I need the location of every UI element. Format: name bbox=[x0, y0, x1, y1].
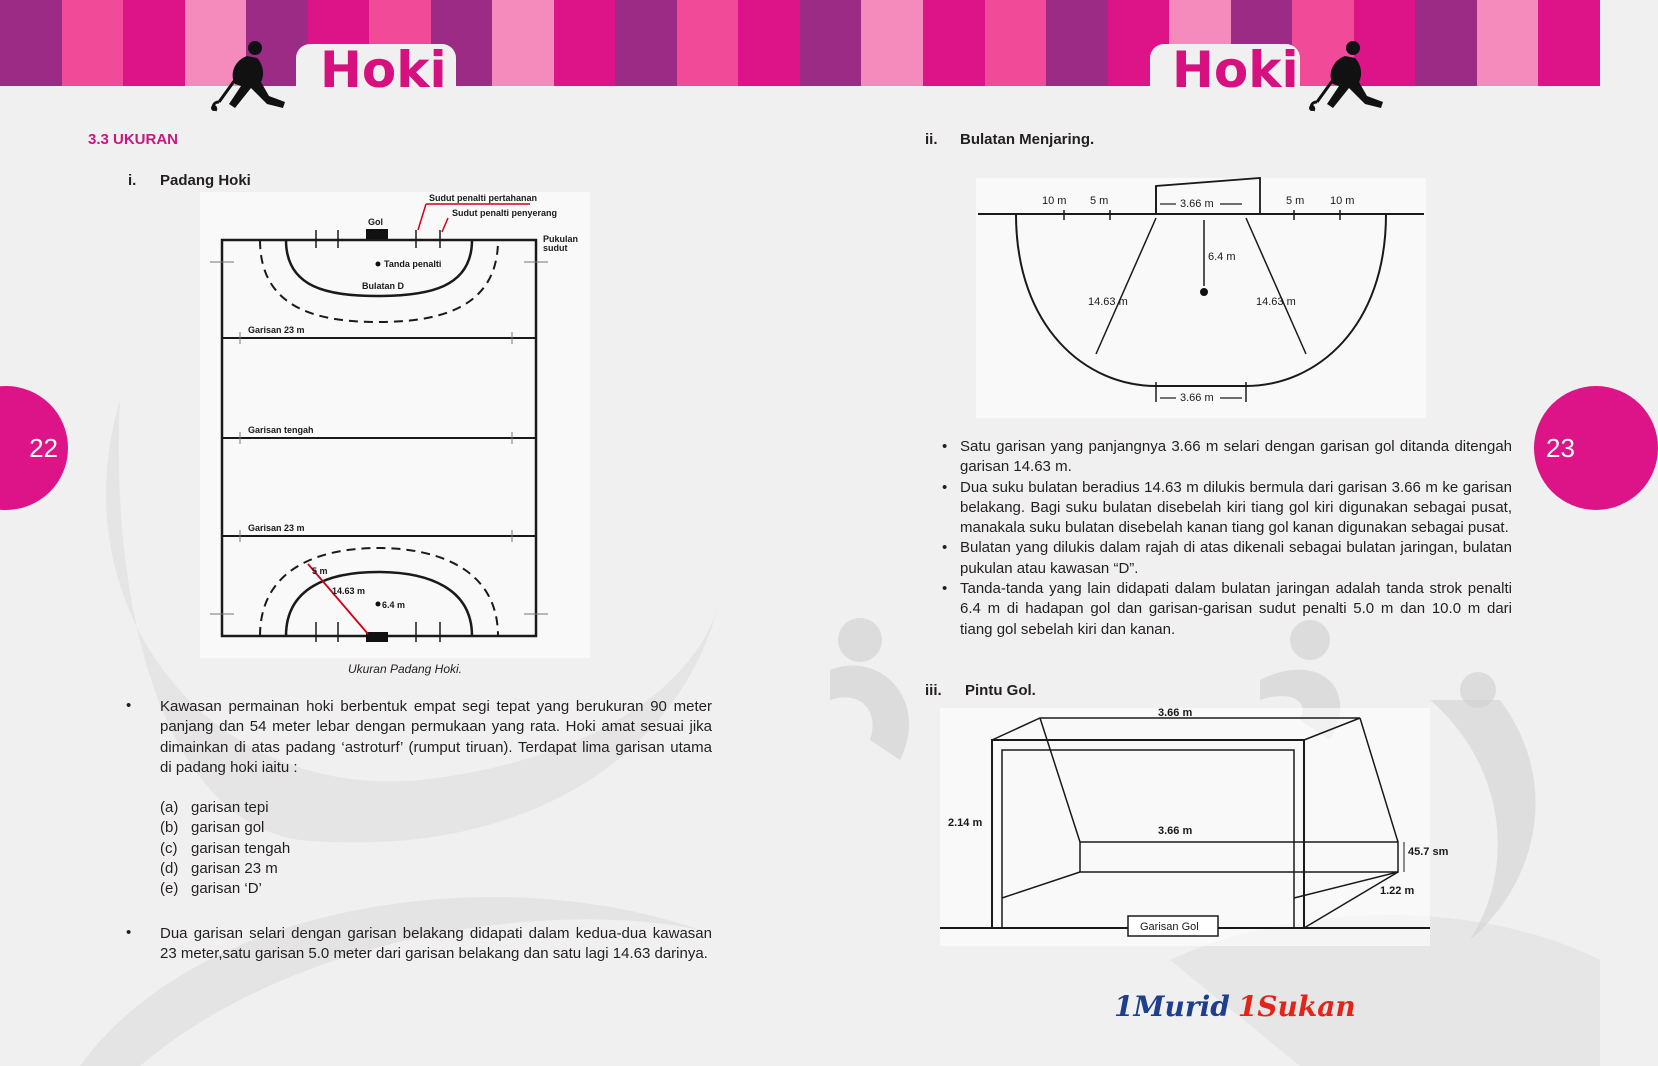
svg-text:14.63 m: 14.63 m bbox=[1256, 296, 1296, 308]
svg-text:14.63 m: 14.63 m bbox=[332, 586, 366, 596]
svg-text:Gol: Gol bbox=[368, 217, 383, 227]
page-number-right: 23 bbox=[1534, 386, 1658, 510]
list-item: • Tanda-tanda yang lain didapati dalam bulatan jaringan adalah tanda strok penalti 6.4 m di hadapan gol dan garisan-garisan sudut penalti 5.0 m dan 10.0 m dari tiang gol sebelah kiri dan kanan. bbox=[942, 580, 1512, 638]
list-item: (d) garisan 23 m bbox=[160, 859, 278, 877]
list-item: • Bulatan yang dilukis dalam rajah di atas dikenali sebagai bulatan jaringan, bulatan pukulan atau kawasan “D”. bbox=[942, 539, 1512, 577]
goal-diagram bbox=[940, 707, 1449, 946]
subheading-number: iii. bbox=[925, 682, 942, 699]
svg-text:Garisan 23 m: Garisan 23 m bbox=[248, 523, 305, 533]
svg-text:5 m: 5 m bbox=[1286, 195, 1305, 207]
svg-text:1.22 m: 1.22 m bbox=[1380, 885, 1415, 897]
svg-text:Garisan Gol: Garisan Gol bbox=[1140, 921, 1199, 933]
shooting-circle-diagram bbox=[976, 178, 1426, 418]
bullet-dot: • bbox=[126, 697, 132, 714]
figure-caption: Ukuran Padang Hoki. bbox=[347, 662, 463, 676]
svg-text:sudut: sudut bbox=[543, 243, 568, 253]
hockey-player-icon bbox=[1303, 38, 1395, 118]
line-list bbox=[160, 798, 460, 899]
hockey-player-icon bbox=[205, 38, 297, 118]
svg-text:45.7 sm: 45.7 sm bbox=[1408, 846, 1449, 858]
svg-text:Sudut penalti penyerang: Sudut penalti penyerang bbox=[452, 208, 558, 218]
svg-text:10 m: 10 m bbox=[1042, 195, 1067, 207]
page-title-right: Hoki bbox=[1172, 41, 1299, 99]
svg-text:Garisan 23 m: Garisan 23 m bbox=[248, 325, 305, 335]
hockey-field-diagram bbox=[200, 192, 590, 658]
svg-text:2.14 m: 2.14 m bbox=[948, 817, 983, 829]
svg-text:Tanda penalti: Tanda penalti bbox=[384, 259, 442, 269]
svg-text:3.66 m: 3.66 m bbox=[1180, 198, 1214, 210]
paragraph-2: Dua garisan selari dengan garisan belakang didapati dalam kedua-dua kawasan 23 meter,satu garisan 5.0 meter dari garisan belakang dan satu lagi 14.63 darinya. bbox=[160, 925, 712, 963]
svg-text:14.63 m: 14.63 m bbox=[1088, 296, 1128, 308]
subheading-bulatan-menjaring: Bulatan Menjaring. bbox=[960, 131, 1095, 148]
svg-text:Bulatan D: Bulatan D bbox=[362, 281, 405, 291]
section-title: 3.3 UKURAN bbox=[88, 131, 179, 148]
list-item: (b) garisan gol bbox=[160, 819, 265, 837]
1murid-1sukan-logo: 1Murid 1Sukan bbox=[1114, 990, 1356, 1023]
svg-text:Sudut penalti pertahanan: Sudut penalti pertahanan bbox=[429, 193, 538, 203]
svg-text:3.66 m: 3.66 m bbox=[1158, 825, 1193, 837]
subheading-pintu-gol: Pintu Gol. bbox=[965, 682, 1036, 699]
svg-text:6.4 m: 6.4 m bbox=[382, 600, 406, 610]
subheading-padang-hoki: Padang Hoki bbox=[160, 172, 251, 189]
svg-text:3.66 m: 3.66 m bbox=[1180, 392, 1214, 404]
svg-text:10 m: 10 m bbox=[1330, 195, 1355, 207]
page-title-left: Hoki bbox=[320, 41, 447, 99]
page-number-left: 22 bbox=[0, 386, 68, 510]
list-item: • Satu garisan yang panjangnya 3.66 m selari dengan garisan gol ditanda ditengah garisan 14.63 m. bbox=[942, 438, 1512, 476]
subheading-number: i. bbox=[128, 172, 137, 189]
svg-text:Pukulan: Pukulan bbox=[543, 234, 579, 244]
svg-text:5 m: 5 m bbox=[312, 566, 328, 576]
svg-text:5 m: 5 m bbox=[1090, 195, 1109, 207]
subheading-number: ii. bbox=[925, 131, 938, 148]
paragraph-1: Kawasan permainan hoki berbentuk empat segi tepat yang berukuran 90 meter panjang dan 54 meter lebar dengan permukaan yang rata. Hoki amat sesuai jika dimainkan di atas padang ‘astroturf’ (rumput tiruan). Terdapat lima garisan utama di padang hoki iaitu : bbox=[160, 698, 712, 776]
svg-text:6.4 m: 6.4 m bbox=[1208, 251, 1236, 263]
list-item: (e) garisan ‘D’ bbox=[160, 880, 262, 898]
bullet-list-circle bbox=[942, 437, 1512, 640]
list-item: (a) garisan tepi bbox=[160, 799, 269, 816]
svg-text:Garisan tengah: Garisan tengah bbox=[248, 425, 314, 435]
bullet-dot: • bbox=[126, 924, 132, 941]
svg-text:3.66 m: 3.66 m bbox=[1158, 707, 1193, 719]
list-item: • Dua suku bulatan beradius 14.63 m dilukis bermula dari garisan 3.66 m ke garisan belakang. Bagi suku bulatan disebelah kiri tiang gol kiri digunakan sebagai pusat, manakala suku bulatan disebelah kanan tiang gol kanan digunakan sebagai pusat. bbox=[942, 478, 1512, 537]
list-item: (c) garisan tengah bbox=[160, 839, 291, 857]
